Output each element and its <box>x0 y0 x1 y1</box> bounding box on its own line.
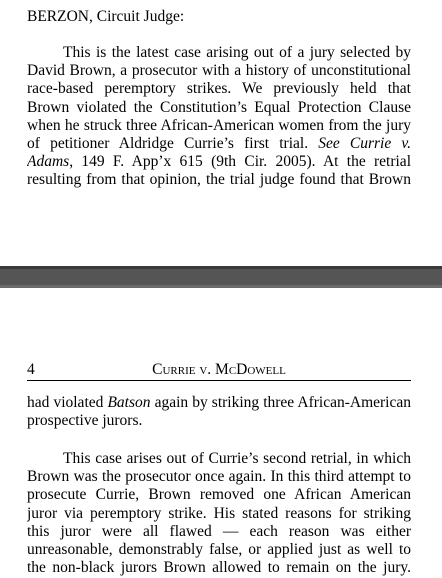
paragraph-line: unreasonable, demonstrably false, or applied just as well to <box>27 540 411 558</box>
citation-italic: Adams <box>27 153 70 171</box>
paragraph-line <box>27 394 411 412</box>
page-number: 4 <box>27 361 35 378</box>
paragraph-line <box>27 135 411 153</box>
page-top <box>0 0 442 266</box>
continued-paragraph <box>27 394 411 430</box>
paragraph-line: when he struck three African-American women from the jury <box>27 116 411 134</box>
paragraph-line: This case arises out of Currie’s second retrial, in which <box>63 450 411 467</box>
case-caption: Currie v. McDowell <box>152 361 286 378</box>
paragraph-line: This is the latest case arising out of a jury selected by <box>63 44 411 61</box>
paragraph-line: prosecute Currie, Brown removed one African American <box>27 486 411 504</box>
opinion-author: BERZON, Circuit Judge: <box>27 8 185 25</box>
paragraph-line: the non-black jurors Brown allowed to remain on the jury. <box>27 559 411 577</box>
paragraph-line: Brown violated the Constitution’s Equal Protection Clause <box>27 98 411 116</box>
paragraph-line: race-based peremptory strikes. We previously held that <box>27 80 411 98</box>
paragraph-line <box>27 153 411 171</box>
paragraph-line: Brown was the prosecutor once again. In this third attempt to <box>27 468 411 486</box>
line-text: had violated <box>27 394 108 411</box>
paragraph-line: juror via peremptory strike. His stated reasons for striking <box>27 504 411 522</box>
line-text: , 149 F. App’x 615 (9th Cir. 2005). At the retrial <box>69 153 411 171</box>
paragraph-line: this juror were all flawed — each reason was either <box>27 522 411 540</box>
paragraph-line: resulting from that opinion, the trial judge found that Brown <box>27 171 411 189</box>
paragraph-line: David Brown, a prosecutor with a history of unconstitutional <box>27 62 411 80</box>
line-text: of petitioner Aldridge Currie’s first trial. <box>27 134 319 152</box>
opening-paragraph <box>27 44 411 190</box>
case-name-italic: Batson <box>107 394 151 411</box>
second-paragraph <box>27 450 411 577</box>
running-header <box>27 362 411 381</box>
line-text: again by striking three African-American <box>150 394 411 411</box>
citation-italic: See Currie v. <box>318 134 411 152</box>
page-break-bar <box>0 266 442 288</box>
paragraph-line: prospective jurors. <box>27 412 143 430</box>
